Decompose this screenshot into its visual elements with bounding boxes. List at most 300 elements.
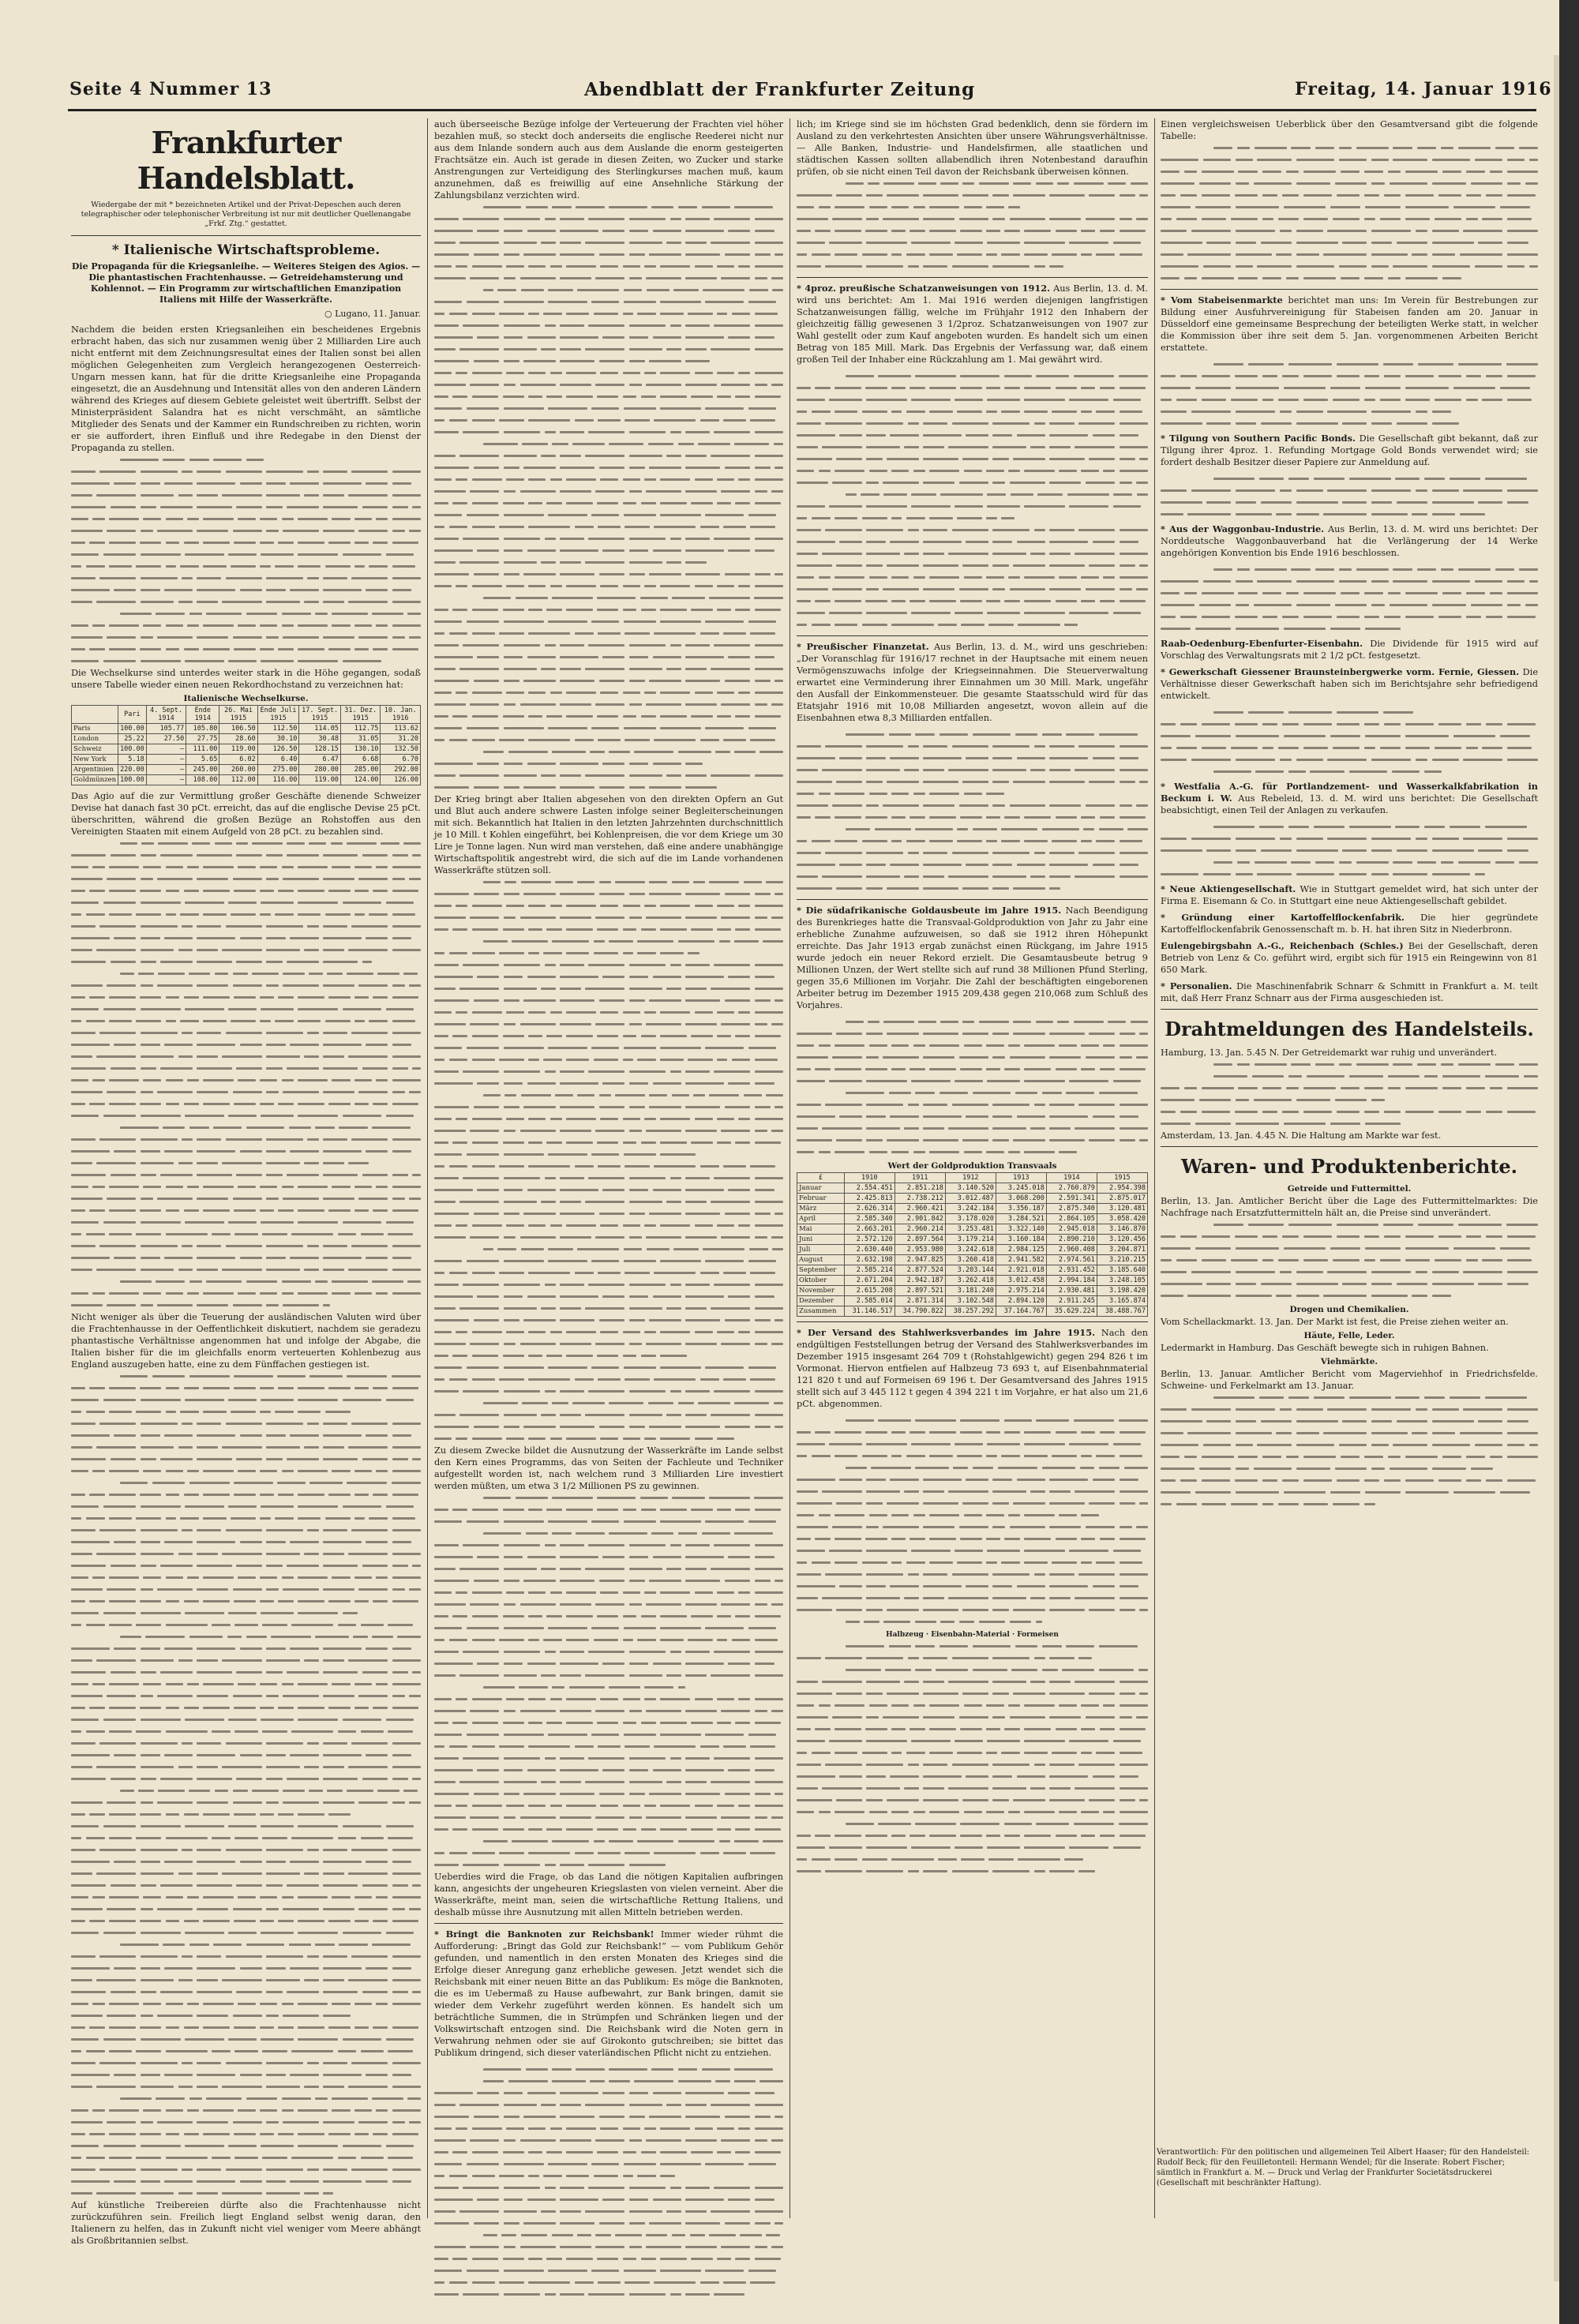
word-mark bbox=[728, 2092, 750, 2094]
word-mark bbox=[71, 1683, 88, 1685]
word-mark bbox=[738, 1591, 750, 1594]
word-mark bbox=[891, 1858, 933, 1861]
word-mark bbox=[623, 478, 640, 481]
word-mark bbox=[829, 505, 862, 508]
word-mark bbox=[691, 395, 712, 398]
word-mark bbox=[560, 1710, 591, 1712]
word-mark bbox=[323, 1872, 344, 1875]
word-mark bbox=[1291, 147, 1311, 149]
word-mark bbox=[955, 399, 983, 401]
word-mark bbox=[472, 1745, 495, 1748]
word-mark bbox=[992, 1585, 1012, 1587]
word-mark bbox=[541, 1781, 556, 1783]
word-mark bbox=[504, 1568, 537, 1570]
word-mark bbox=[203, 1494, 230, 1496]
word-mark bbox=[865, 600, 887, 602]
word-mark bbox=[685, 2116, 720, 2118]
word-mark bbox=[755, 478, 783, 481]
word-mark bbox=[266, 1091, 279, 1093]
word-mark bbox=[1049, 1479, 1088, 1481]
word-mark bbox=[629, 1189, 649, 1191]
word-mark bbox=[114, 937, 136, 939]
word-mark bbox=[449, 1272, 468, 1274]
word-mark bbox=[575, 419, 594, 422]
word-mark bbox=[755, 1343, 767, 1345]
word-mark bbox=[71, 1067, 106, 1070]
word-mark bbox=[624, 2163, 657, 2165]
word-mark bbox=[700, 1165, 719, 1168]
word-mark bbox=[141, 1967, 160, 1970]
word-mark bbox=[599, 1580, 625, 1582]
word-mark bbox=[685, 774, 707, 777]
word-mark bbox=[1013, 887, 1045, 890]
word-mark bbox=[560, 2104, 581, 2106]
article-body-text bbox=[797, 178, 1148, 272]
word-mark bbox=[585, 2210, 624, 2213]
word-mark bbox=[252, 1790, 279, 1792]
word-mark bbox=[744, 881, 762, 883]
word-mark bbox=[629, 431, 666, 433]
text-line bbox=[434, 1184, 783, 1196]
word-mark bbox=[717, 1639, 727, 1641]
word-mark bbox=[351, 1138, 388, 1141]
word-mark bbox=[463, 1390, 499, 1393]
text-line bbox=[797, 237, 1148, 249]
text-line bbox=[434, 2253, 783, 2265]
word-mark bbox=[260, 1103, 274, 1105]
word-mark bbox=[362, 961, 372, 963]
word-mark bbox=[1120, 1573, 1148, 1576]
word-mark bbox=[354, 1186, 372, 1188]
word-mark bbox=[959, 218, 988, 220]
text-line bbox=[434, 1670, 783, 1681]
word-mark bbox=[236, 1778, 262, 1780]
word-mark bbox=[304, 1162, 319, 1164]
word-mark bbox=[962, 1139, 988, 1141]
word-mark bbox=[717, 1805, 734, 1807]
word-mark bbox=[298, 1115, 338, 1117]
table-cell: 3.120.481 bbox=[1097, 1204, 1147, 1214]
word-mark bbox=[1120, 1139, 1135, 1141]
word-mark bbox=[160, 1671, 193, 1674]
word-mark bbox=[732, 1639, 751, 1641]
word-mark bbox=[157, 636, 193, 639]
word-mark bbox=[141, 1091, 153, 1093]
text-line bbox=[797, 740, 1148, 752]
word-mark bbox=[594, 952, 619, 954]
word-mark bbox=[797, 1104, 821, 1106]
word-mark bbox=[755, 988, 783, 990]
word-mark bbox=[1024, 230, 1051, 232]
text-line bbox=[434, 2170, 783, 2182]
table-cell: 3.242.184 bbox=[945, 1204, 996, 1214]
word-mark bbox=[910, 1835, 925, 1837]
word-mark bbox=[103, 1505, 137, 1508]
word-mark bbox=[504, 230, 523, 232]
word-mark bbox=[711, 1568, 750, 1570]
word-mark bbox=[560, 1793, 594, 1795]
word-mark bbox=[71, 1150, 110, 1153]
column-4 bbox=[1161, 118, 1538, 2139]
word-mark bbox=[678, 1686, 686, 1689]
word-mark bbox=[434, 1295, 473, 1298]
word-mark bbox=[819, 470, 831, 472]
word-mark bbox=[164, 1434, 193, 1437]
word-mark bbox=[1024, 410, 1047, 413]
word-mark bbox=[338, 2050, 357, 2052]
word-mark bbox=[588, 1757, 624, 1760]
text-line bbox=[434, 1137, 783, 1149]
word-mark bbox=[483, 1094, 501, 1096]
word-mark bbox=[923, 1115, 962, 1118]
word-mark bbox=[717, 1438, 734, 1440]
text-line bbox=[434, 924, 783, 935]
table-cell: 2.585.340 bbox=[844, 1214, 895, 1224]
table-cell: 119.00 bbox=[299, 775, 341, 785]
word-mark bbox=[998, 1467, 1038, 1469]
word-mark bbox=[685, 336, 724, 339]
text-line bbox=[434, 2206, 783, 2217]
word-mark bbox=[262, 1730, 287, 1733]
word-mark bbox=[685, 2139, 717, 2142]
word-mark bbox=[409, 1588, 421, 1591]
word-mark bbox=[197, 1979, 218, 1981]
text-line bbox=[71, 513, 421, 525]
word-mark bbox=[1049, 1127, 1071, 1130]
word-mark bbox=[560, 1070, 584, 1073]
word-mark bbox=[434, 1674, 456, 1677]
word-mark bbox=[599, 1426, 625, 1428]
word-mark bbox=[721, 1130, 750, 1132]
word-mark bbox=[1405, 171, 1438, 173]
word-mark bbox=[283, 1695, 318, 1697]
word-mark bbox=[141, 1162, 174, 1164]
word-mark bbox=[774, 467, 783, 469]
word-mark bbox=[182, 1423, 193, 1425]
word-mark bbox=[878, 1823, 911, 1825]
word-mark bbox=[120, 1636, 141, 1638]
word-mark bbox=[136, 1837, 161, 1839]
word-mark bbox=[812, 253, 831, 256]
word-mark bbox=[1120, 1431, 1146, 1434]
word-mark bbox=[298, 1292, 328, 1295]
word-mark bbox=[215, 973, 229, 975]
word-mark bbox=[164, 1647, 193, 1650]
word-mark bbox=[236, 1671, 262, 1674]
word-mark bbox=[653, 976, 681, 978]
word-mark bbox=[891, 470, 909, 472]
word-mark bbox=[774, 1106, 783, 1108]
word-mark bbox=[866, 1139, 882, 1141]
word-mark bbox=[666, 1674, 681, 1677]
word-mark bbox=[1120, 1764, 1148, 1766]
word-mark bbox=[71, 589, 110, 591]
word-mark bbox=[309, 1375, 343, 1378]
word-mark bbox=[955, 1080, 983, 1082]
word-mark bbox=[523, 680, 556, 682]
word-mark bbox=[343, 1719, 382, 1721]
text-line bbox=[71, 1252, 421, 1264]
word-mark bbox=[240, 2180, 262, 2183]
text-line bbox=[71, 1453, 421, 1465]
word-mark bbox=[474, 1319, 500, 1321]
word-mark bbox=[588, 218, 624, 220]
word-mark bbox=[298, 2133, 324, 2135]
word-mark bbox=[160, 1565, 193, 1567]
word-mark bbox=[629, 1201, 662, 1203]
word-mark bbox=[528, 1591, 546, 1594]
word-mark bbox=[266, 1423, 303, 1425]
word-mark bbox=[71, 1742, 96, 1745]
word-mark bbox=[869, 1811, 887, 1813]
word-mark bbox=[467, 1366, 500, 1369]
word-mark bbox=[1013, 1021, 1031, 1023]
text-line bbox=[71, 1737, 421, 1749]
word-mark bbox=[298, 1517, 321, 1520]
word-mark bbox=[797, 387, 811, 389]
word-mark bbox=[709, 881, 739, 883]
word-mark bbox=[685, 1070, 710, 1073]
word-mark bbox=[714, 1757, 750, 1760]
word-mark bbox=[226, 1032, 262, 1034]
word-mark bbox=[332, 1280, 367, 1283]
word-mark bbox=[774, 1213, 783, 1215]
word-mark bbox=[504, 1130, 516, 1132]
word-mark bbox=[141, 1861, 160, 1863]
word-mark bbox=[189, 1944, 209, 1946]
word-mark bbox=[528, 395, 542, 398]
word-mark bbox=[71, 1872, 92, 1875]
word-mark bbox=[685, 2246, 717, 2248]
word-mark bbox=[1339, 147, 1352, 149]
table-header-cell: 10. Jan. 1916 bbox=[381, 706, 421, 724]
word-mark bbox=[298, 996, 324, 999]
word-mark bbox=[166, 1292, 183, 1295]
word-mark bbox=[1120, 564, 1135, 567]
word-mark bbox=[866, 1115, 886, 1118]
word-mark bbox=[543, 1059, 562, 1061]
word-mark bbox=[560, 1295, 598, 1298]
text-line bbox=[71, 991, 421, 1003]
word-mark bbox=[474, 1426, 500, 1428]
word-mark bbox=[86, 565, 105, 568]
word-mark bbox=[470, 384, 499, 386]
word-mark bbox=[908, 529, 919, 531]
word-mark bbox=[835, 840, 857, 842]
word-mark bbox=[1137, 493, 1148, 496]
word-mark bbox=[361, 1624, 384, 1626]
word-mark bbox=[506, 1698, 524, 1700]
word-mark bbox=[887, 781, 919, 783]
word-mark bbox=[354, 1209, 369, 1212]
word-mark bbox=[1013, 1609, 1045, 1611]
word-mark bbox=[891, 600, 906, 602]
word-mark bbox=[866, 1056, 879, 1059]
word-mark bbox=[629, 573, 645, 575]
text-line bbox=[797, 1865, 1148, 1877]
word-mark bbox=[869, 1151, 887, 1153]
word-mark bbox=[266, 1742, 303, 1745]
word-mark bbox=[89, 1103, 104, 1105]
word-mark bbox=[372, 613, 403, 615]
word-mark bbox=[685, 1757, 710, 1760]
word-mark bbox=[702, 2068, 730, 2071]
word-mark bbox=[1507, 159, 1525, 161]
word-mark bbox=[957, 1561, 982, 1564]
word-mark bbox=[434, 1201, 456, 1203]
word-mark bbox=[700, 739, 719, 741]
article-paragraph: Einen vergleichsweisen Ueberblick über den Gesamtversand gibt die folgende Tabelle: bbox=[1161, 119, 1538, 141]
text-line bbox=[434, 651, 783, 663]
word-mark bbox=[1139, 781, 1148, 783]
text-line bbox=[434, 580, 783, 592]
word-mark bbox=[755, 1757, 783, 1760]
word-mark bbox=[629, 988, 662, 990]
word-mark bbox=[666, 1568, 681, 1570]
word-mark bbox=[266, 2062, 303, 2064]
word-mark bbox=[1262, 171, 1281, 173]
word-mark bbox=[672, 1094, 689, 1096]
word-mark bbox=[646, 1343, 681, 1345]
word-mark bbox=[910, 600, 925, 602]
word-mark bbox=[1004, 1728, 1020, 1730]
word-mark bbox=[986, 1538, 1000, 1540]
word-mark bbox=[721, 1236, 750, 1239]
text-line bbox=[434, 912, 783, 924]
word-mark bbox=[409, 2121, 421, 2123]
text-line bbox=[1161, 166, 1538, 178]
word-mark bbox=[735, 1615, 750, 1617]
word-mark bbox=[555, 1094, 573, 1096]
word-mark bbox=[599, 1793, 625, 1795]
word-mark bbox=[71, 2038, 99, 2041]
word-mark bbox=[434, 680, 469, 682]
word-mark bbox=[180, 1517, 199, 1520]
column-3 bbox=[797, 118, 1148, 2218]
word-mark bbox=[266, 1174, 282, 1176]
word-mark bbox=[959, 1526, 988, 1528]
word-mark bbox=[691, 1722, 712, 1724]
word-mark bbox=[711, 2210, 750, 2213]
word-mark bbox=[348, 1055, 388, 1058]
word-mark bbox=[649, 1094, 667, 1096]
word-mark bbox=[771, 1816, 783, 1819]
word-mark bbox=[755, 1651, 783, 1653]
word-mark bbox=[449, 1059, 468, 1061]
word-mark bbox=[624, 1165, 650, 1168]
word-mark bbox=[836, 194, 862, 197]
word-mark bbox=[166, 624, 183, 627]
word-mark bbox=[541, 988, 556, 990]
word-mark bbox=[392, 518, 421, 520]
word-mark bbox=[298, 553, 338, 556]
word-mark bbox=[362, 1778, 388, 1780]
word-mark bbox=[623, 1828, 637, 1831]
word-mark bbox=[1120, 253, 1142, 256]
word-mark bbox=[839, 1585, 861, 1587]
word-mark bbox=[748, 301, 776, 303]
word-mark bbox=[623, 395, 637, 398]
word-mark bbox=[141, 494, 174, 497]
word-mark bbox=[386, 1505, 414, 1508]
word-mark bbox=[412, 1884, 421, 1887]
word-mark bbox=[434, 1544, 459, 1546]
word-mark bbox=[750, 1852, 775, 1854]
word-mark bbox=[685, 455, 707, 457]
word-mark bbox=[504, 1106, 519, 1108]
word-mark bbox=[504, 668, 537, 670]
word-mark bbox=[287, 506, 319, 508]
word-mark bbox=[434, 2175, 444, 2177]
word-mark bbox=[797, 242, 825, 244]
word-mark bbox=[434, 644, 459, 647]
word-mark bbox=[992, 852, 1030, 854]
word-mark bbox=[772, 1248, 783, 1250]
text-line bbox=[434, 995, 783, 1006]
word-mark bbox=[660, 502, 687, 504]
word-mark bbox=[156, 2097, 185, 2100]
word-mark bbox=[392, 1742, 421, 1745]
text-line bbox=[797, 729, 1148, 740]
word-mark bbox=[187, 1186, 199, 1188]
article-paragraph: Die Wechselkurse sind unterdes weiter stark in die Höhe gegangen, sodaß unsere Tabelle wieder einen neuen Rekordhochstand zu verzeichnen hat: bbox=[71, 668, 421, 690]
text-line bbox=[71, 1299, 421, 1311]
word-mark bbox=[594, 1639, 619, 1641]
text-line bbox=[71, 838, 421, 849]
word-mark bbox=[546, 1355, 561, 1357]
word-mark bbox=[228, 1825, 256, 1827]
word-mark bbox=[721, 277, 750, 279]
word-mark bbox=[120, 842, 137, 845]
text-line bbox=[434, 1764, 783, 1776]
word-mark bbox=[717, 1509, 731, 1511]
word-mark bbox=[560, 2293, 584, 2296]
word-mark bbox=[1120, 875, 1148, 878]
word-mark bbox=[178, 949, 193, 951]
word-mark bbox=[755, 2104, 783, 2106]
text-line bbox=[797, 500, 1148, 512]
news-item bbox=[797, 641, 1148, 724]
word-mark bbox=[973, 1669, 1008, 1671]
word-mark bbox=[409, 1091, 421, 1093]
word-mark bbox=[774, 2116, 783, 2118]
word-mark bbox=[523, 573, 556, 575]
word-mark bbox=[1017, 1479, 1045, 1481]
word-mark bbox=[797, 1692, 832, 1695]
word-mark bbox=[528, 2258, 542, 2260]
word-mark bbox=[541, 561, 556, 564]
word-mark bbox=[1371, 159, 1389, 161]
word-mark bbox=[1024, 1455, 1047, 1457]
word-mark bbox=[528, 1059, 538, 1061]
word-mark bbox=[695, 372, 713, 374]
word-mark bbox=[434, 1035, 448, 1037]
word-mark bbox=[640, 1497, 668, 1499]
word-mark bbox=[141, 470, 178, 473]
text-line bbox=[71, 1228, 421, 1240]
word-mark bbox=[99, 470, 136, 473]
text-line bbox=[434, 1030, 783, 1042]
word-mark bbox=[323, 1138, 347, 1141]
word-mark bbox=[929, 576, 959, 579]
word-mark bbox=[472, 1035, 499, 1037]
word-mark bbox=[891, 1151, 909, 1153]
word-mark bbox=[392, 866, 421, 868]
word-mark bbox=[774, 573, 783, 575]
text-line bbox=[71, 1607, 421, 1619]
word-mark bbox=[560, 1544, 584, 1546]
word-mark bbox=[653, 1082, 681, 1085]
